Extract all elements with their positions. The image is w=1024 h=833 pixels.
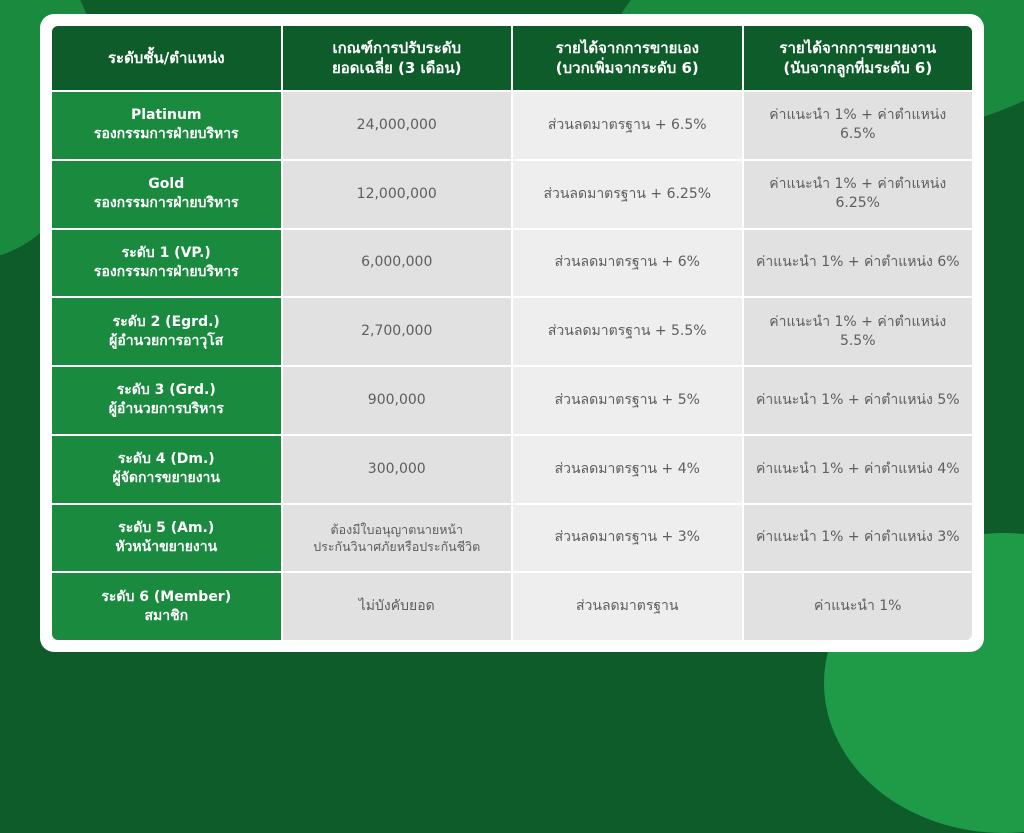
level-cell xyxy=(52,367,281,434)
header-network-income-line-1: รายได้จากการขยายงาน xyxy=(779,39,937,57)
level-title: ผู้อำนวยการบริหาร xyxy=(108,401,224,418)
level-cell xyxy=(52,573,281,640)
network-income-cell: ค่าแนะนำ 1% + ค่าตำแหน่ง 5% xyxy=(744,367,973,434)
level-cell xyxy=(52,161,281,228)
self-income-cell: ส่วนลดมาตรฐาน + 3% xyxy=(513,505,742,572)
level-title: ผู้จัดการขยายงาน xyxy=(112,470,220,487)
criteria-cell xyxy=(283,505,512,572)
criteria-cell xyxy=(283,573,512,640)
header-network-income xyxy=(744,26,973,90)
self-income-cell: ส่วนลดมาตรฐาน xyxy=(513,573,742,640)
self-income-cell: ส่วนลดมาตรฐาน + 5.5% xyxy=(513,298,742,365)
level-code: ระดับ 1 (VP.) xyxy=(121,244,211,261)
network-income-cell: ค่าแนะนำ 1% + ค่าตำแหน่ง 3% xyxy=(744,505,973,572)
criteria-value: 12,000,000 xyxy=(356,185,437,202)
criteria-cell xyxy=(283,230,512,297)
network-income-cell: ค่าแนะนำ 1% + ค่าตำแหน่ง 5.5% xyxy=(744,298,973,365)
header-self-income-line-1: รายได้จากการขายเอง xyxy=(555,39,699,57)
level-cell xyxy=(52,298,281,365)
header-criteria xyxy=(283,26,512,90)
header-criteria-line-1: เกณฑ์การปรับระดับ xyxy=(332,39,462,57)
criteria-value: ไม่บังคับยอด xyxy=(358,598,435,615)
network-income-cell: ค่าแนะนำ 1% xyxy=(744,573,973,640)
table-card xyxy=(40,14,984,652)
level-title: รองกรรมการฝ่ายบริหาร xyxy=(93,263,239,280)
level-code: Gold xyxy=(148,176,185,193)
header-network-income-line-2: (นับจากลูกที่มระดับ 6) xyxy=(783,59,933,77)
criteria-cell xyxy=(283,367,512,434)
self-income-cell: ส่วนลดมาตรฐาน + 6.5% xyxy=(513,92,742,159)
level-title: หัวหน้าขยายงาน xyxy=(115,538,218,555)
table-row xyxy=(52,505,972,572)
header-self-income xyxy=(513,26,742,90)
table-row xyxy=(52,298,972,365)
network-income-cell: ค่าแนะนำ 1% + ค่าตำแหน่ง 4% xyxy=(744,436,973,503)
table-row xyxy=(52,436,972,503)
table-header-row xyxy=(52,26,972,90)
table-row xyxy=(52,230,972,297)
level-title: ผู้อำนวยการอาวุโส xyxy=(109,332,224,349)
table-row xyxy=(52,92,972,159)
level-cell xyxy=(52,230,281,297)
criteria-value-line-2: ประกันวินาศภัยหรือประกันชีวิต xyxy=(313,538,481,554)
criteria-value: 24,000,000 xyxy=(356,116,437,133)
criteria-value: 900,000 xyxy=(367,391,426,408)
level-cell xyxy=(52,436,281,503)
table-row xyxy=(52,573,972,640)
criteria-value-line-1: ต้องมีใบอนุญาตนายหน้า xyxy=(330,521,464,537)
criteria-value: 300,000 xyxy=(367,460,426,477)
commission-level-table xyxy=(50,24,974,642)
level-code: ระดับ 6 (Member) xyxy=(101,588,232,605)
criteria-value: 6,000,000 xyxy=(361,254,433,271)
level-title: รองกรรมการฝ่ายบริหาร xyxy=(93,126,239,143)
header-self-income-line-2: (บวกเพิ่มจากระดับ 6) xyxy=(555,59,699,77)
level-code: ระดับ 5 (Am.) xyxy=(118,519,215,536)
criteria-cell xyxy=(283,161,512,228)
level-code: ระดับ 2 (Egrd.) xyxy=(112,313,220,330)
network-income-cell: ค่าแนะนำ 1% + ค่าตำแหน่ง 6.25% xyxy=(744,161,973,228)
header-criteria-line-2: ยอดเฉลี่ย (3 เดือน) xyxy=(331,59,462,77)
level-code: Platinum xyxy=(130,107,202,124)
self-income-cell: ส่วนลดมาตรฐาน + 5% xyxy=(513,367,742,434)
network-income-cell: ค่าแนะนำ 1% + ค่าตำแหน่ง 6.5% xyxy=(744,92,973,159)
self-income-cell: ส่วนลดมาตรฐาน + 6% xyxy=(513,230,742,297)
self-income-cell: ส่วนลดมาตรฐาน + 6.25% xyxy=(513,161,742,228)
level-code: ระดับ 4 (Dm.) xyxy=(117,451,215,468)
header-level xyxy=(52,26,281,90)
criteria-value: 2,700,000 xyxy=(361,323,433,340)
table-row xyxy=(52,367,972,434)
network-income-cell: ค่าแนะนำ 1% + ค่าตำแหน่ง 6% xyxy=(744,230,973,297)
level-title: รองกรรมการฝ่ายบริหาร xyxy=(93,195,239,212)
criteria-cell xyxy=(283,298,512,365)
header-level-line: ระดับชั้น/ตำแหน่ง xyxy=(107,49,225,67)
table-row xyxy=(52,161,972,228)
level-title: สมาชิก xyxy=(144,607,189,624)
level-cell xyxy=(52,92,281,159)
level-cell xyxy=(52,505,281,572)
self-income-cell: ส่วนลดมาตรฐาน + 4% xyxy=(513,436,742,503)
criteria-cell xyxy=(283,92,512,159)
level-code: ระดับ 3 (Grd.) xyxy=(116,382,216,399)
criteria-cell xyxy=(283,436,512,503)
